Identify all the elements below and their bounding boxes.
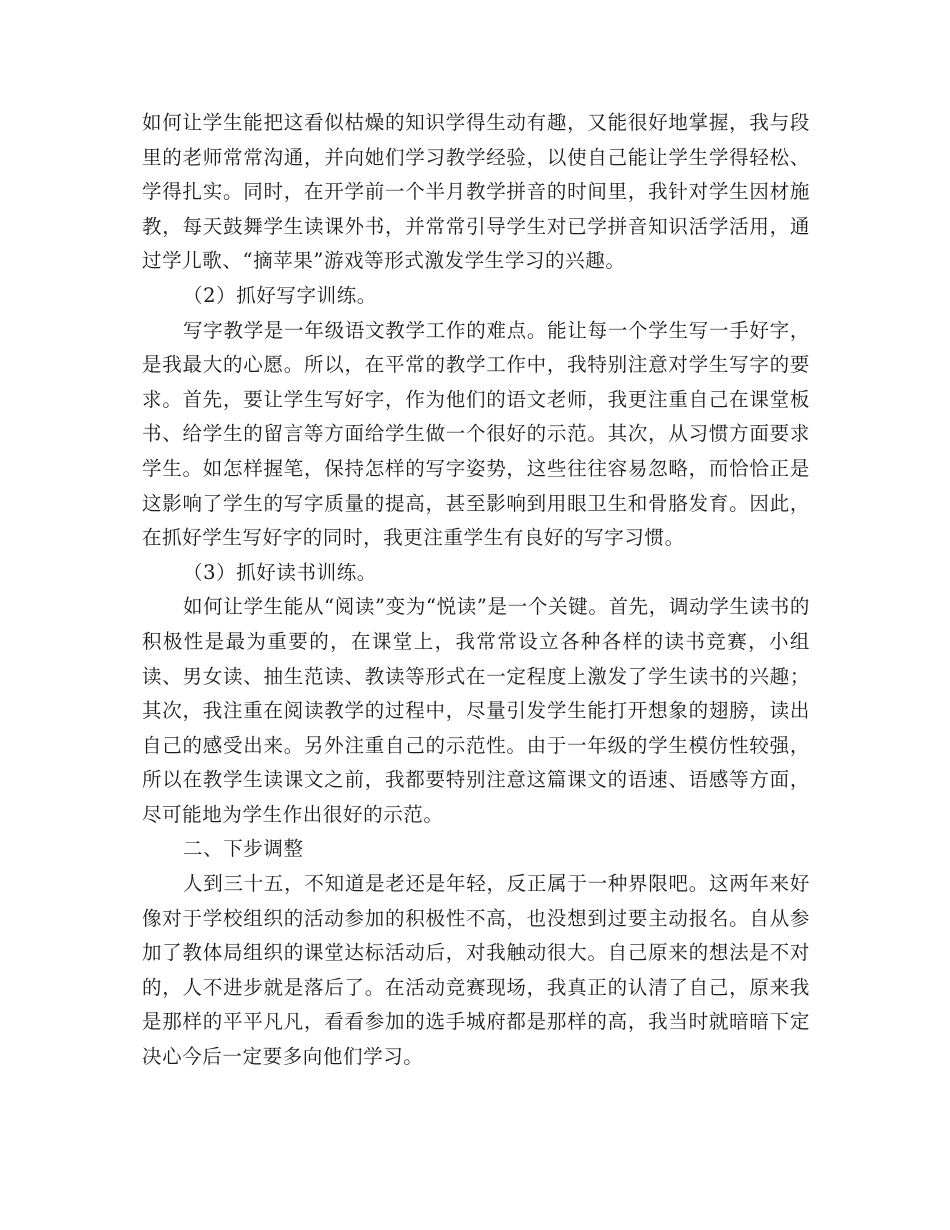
subheading-reading-training: （3）抓好读书训练。 xyxy=(183,560,377,584)
document-body xyxy=(142,106,810,1075)
paragraph-writing: 写字教学是一年级语文教学工作的难点。能让每一个学生写一手好字，是我最大的心愿。所以，在平常的教学工作中，我特别注意对学生写字的要求。首先，要让学生写好字，作为他们的语文老师，我更注重自己在课堂板书、给学生的留言等方面给学生做一个很好的示范。其次，从习惯方面要求学生。如怎样握笔，保持怎样的写字姿势，这些往往容易忽略，而恰恰正是这影响了学生的写字质量的提高，甚至影响到用眼卫生和骨胳发育。因此，在抓好学生写好字的同时，我更注重学生有良好的写字习惯。 xyxy=(142,318,810,550)
paragraph-intro: 如何让学生能把这看似枯燥的知识学得生动有趣，又能很好地掌握，我与段里的老师常常沟通，并向她们学习教学经验，以使自己能让学生学得轻松、学得扎实。同时，在开学前一个半月教学拼音的时间里，我针对学生因材施教，每天鼓舞学生读课外书，并常常引导学生对已学拼音知识活学活用，通过学儿歌、“摘苹果”游戏等形式激发学生学习的兴趣。 xyxy=(142,111,810,273)
section-heading-adjustment: 二、下步调整 xyxy=(183,837,304,861)
paragraph-reading: 如何让学生能从“阅读”变为“悦读”是一个关键。首先，调动学生读书的积极性是最为重要的，在课堂上，我常常设立各种各样的读书竞赛，小组读、男女读、抽生范读、教读等形式在一定程度上激发了学生读书的兴趣；其次，我注重在阅读教学的过程中，尽量引发学生能打开想象的翅膀，读出自己的感受出来。另外注重自己的示范性。由于一年级的学生模仿性较强，所以在教学生读课文之前，我都要特别注意这篇课文的语速、语感等方面，尽可能地为学生作出很好的示范。 xyxy=(142,595,810,826)
paragraph-adjustment: 人到三十五，不知道是老还是年轻，反正属于一种界限吧。这两年来好像对于学校组织的活动参加的积极性不高，也没想到过要主动报名。自从参加了教体局组织的课堂达标活动后，对我触动很大。自己原来的想法是不对的，人不进步就是落后了。在活动竞赛现场，我真正的认清了自己，原来我是那样的平平凡凡，看看参加的选手城府都是那样的高，我当时就暗暗下定决心今后一定要多向他们学习。 xyxy=(142,872,810,1069)
subheading-writing-training: （2）抓好写字训练。 xyxy=(183,283,377,307)
